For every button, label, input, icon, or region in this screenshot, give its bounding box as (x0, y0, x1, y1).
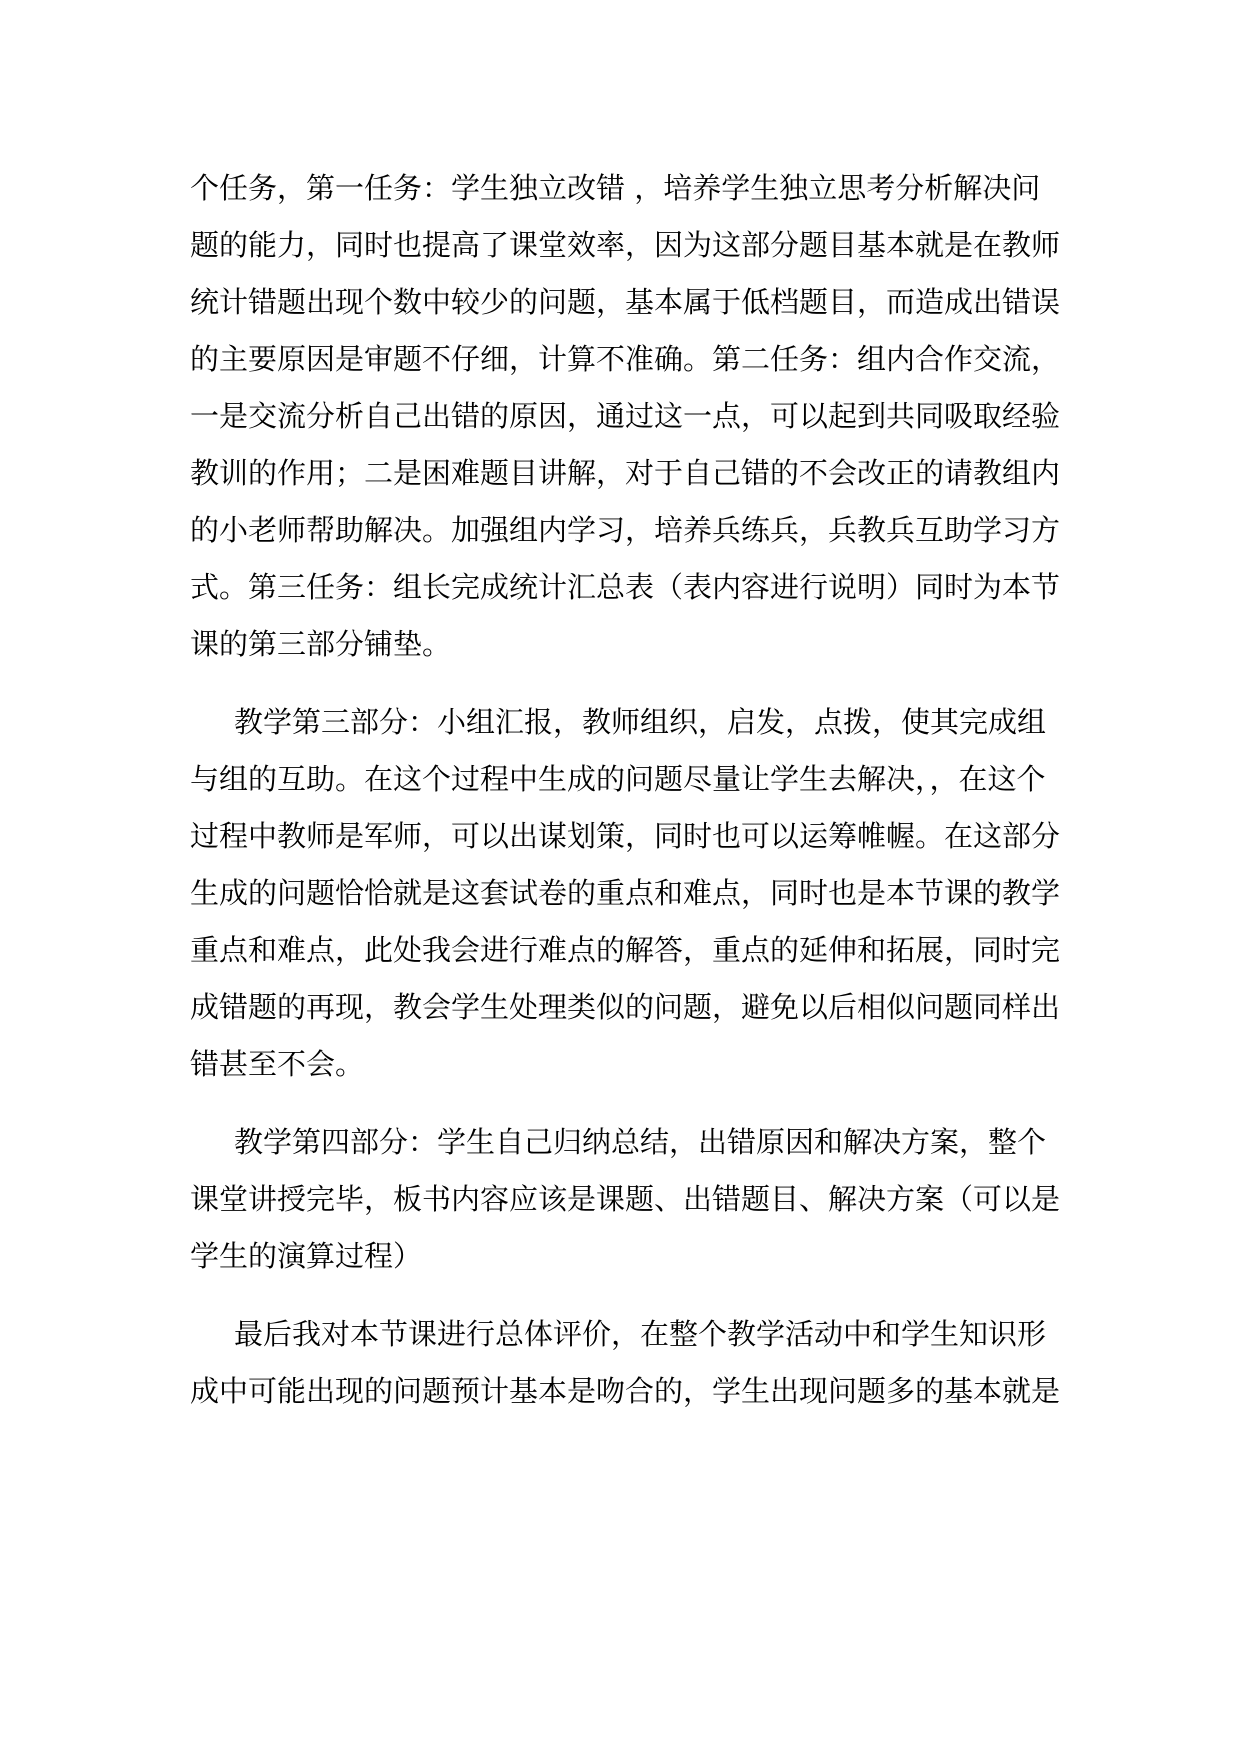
text-line: 最后我对本节课进行总体评价，在整个教学活动中和学生知识形 (234, 1317, 1047, 1351)
text-line: 教学第四部分：学生自己归纳总结，出错原因和解决方案，整个 (234, 1125, 1047, 1159)
text-line: 错甚至不会。 (190, 1047, 365, 1081)
text-line: 题的能力，同时也提高了课堂效率，因为这部分题目基本就是在教师 (190, 228, 1061, 262)
paragraph-part-four (190, 1114, 1070, 1285)
text-line: 重点和难点，此处我会进行难点的解答，重点的延伸和拓展，同时完 (190, 933, 1061, 967)
text-line: 学生的演算过程） (190, 1239, 423, 1273)
text-line: 教学第三部分：小组汇报，教师组织，启发，点拨，使其完成组 (234, 705, 1047, 739)
paragraph-evaluation (190, 1306, 1070, 1420)
text-line: 个任务，第一任务：学生独立改错 ，培养学生独立思考分析解决问 (190, 171, 1041, 205)
paragraph-tasks (190, 160, 1070, 673)
text-line: 一是交流分析自己出错的原因，通过这一点，可以起到共同吸取经验 (190, 399, 1061, 433)
text-line: 式。第三任务：组长完成统计汇总表（表内容进行说明）同时为本节 (190, 570, 1061, 604)
text-line: 成中可能出现的问题预计基本是吻合的，学生出现问题多的基本就是 (190, 1374, 1061, 1408)
text-line: 课的第三部分铺垫。 (190, 627, 452, 661)
text-line: 的小老师帮助解决。加强组内学习，培养兵练兵，兵教兵互助学习方 (190, 513, 1061, 547)
text-line: 教训的作用；二是困难题目讲解，对于自己错的不会改正的请教组内 (190, 456, 1061, 490)
text-line: 的主要原因是审题不仔细，计算不准确。第二任务：组内合作交流， (190, 342, 1061, 376)
paragraph-part-three (190, 694, 1070, 1093)
text-line: 成错题的再现，教会学生处理类似的问题，避免以后相似问题同样出 (190, 990, 1061, 1024)
text-line: 统计错题出现个数中较少的问题，基本属于低档题目，而造成出错误 (190, 285, 1061, 319)
text-line: 课堂讲授完毕，板书内容应该是课题、出错题目、解决方案（可以是 (190, 1182, 1061, 1216)
text-line: 过程中教师是军师，可以出谋划策，同时也可以运筹帷幄。在这部分 (190, 819, 1061, 853)
text-line: 生成的问题恰恰就是这套试卷的重点和难点，同时也是本节课的教学 (190, 876, 1061, 910)
text-line: 与组的互助。在这个过程中生成的问题尽量让学生去解决，，在这个 (190, 762, 1046, 796)
body-text (190, 160, 1070, 1441)
